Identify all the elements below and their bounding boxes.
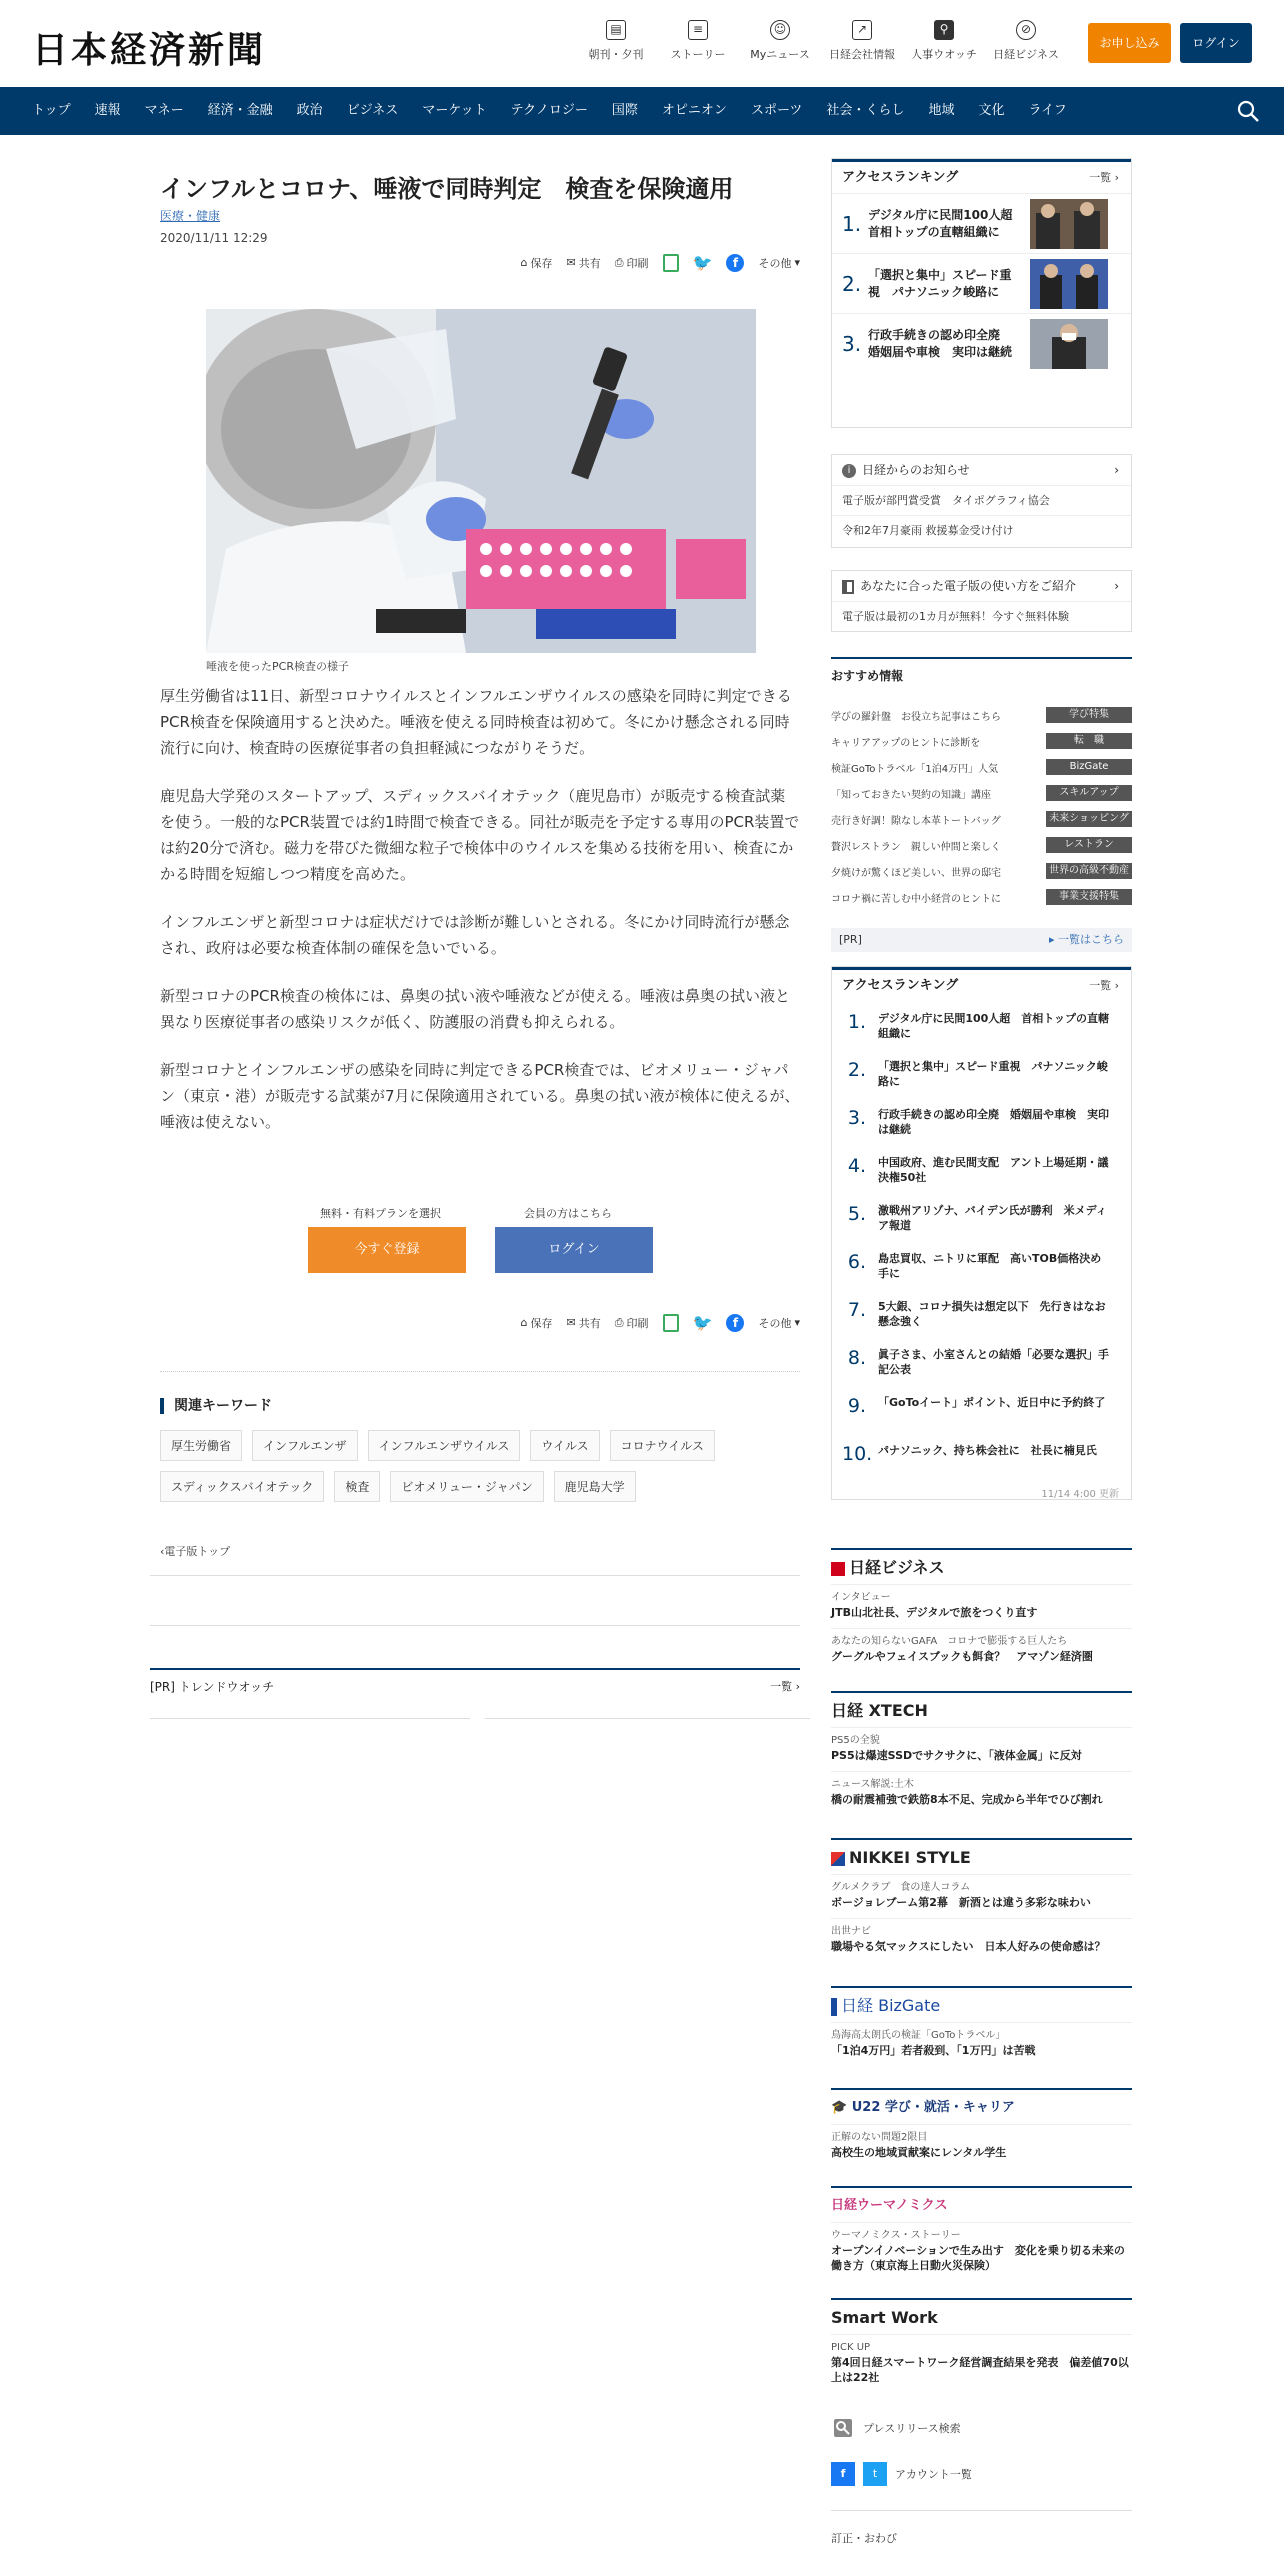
pr-bar: [831, 928, 1132, 952]
keyword-chip[interactable]: ビオメリュー・ジャパン: [390, 1471, 543, 1502]
compass-icon: ⊘: [1016, 20, 1036, 40]
mail-icon: ✉: [566, 1316, 576, 1329]
member-label: 会員の方はこちら: [524, 1207, 612, 1220]
chevron-right-icon: ›: [1114, 463, 1119, 477]
share-button[interactable]: ✉ 共有: [566, 1316, 601, 1330]
recommend-item[interactable]: 検証GoToトラベル「1泊4万円」人気 BizGate: [831, 754, 1132, 780]
nikkei-style-logo[interactable]: NIKKEI STYLE: [831, 1840, 1132, 1874]
ranking-item[interactable]: 7. 5大銀、コロナ損失は想定以下 先行きはなお懸念強く: [847, 1299, 1106, 1328]
recommend-item[interactable]: 学びの羅針盤 お役立ち記事はこちら 学び特集: [831, 702, 1132, 728]
media-item[interactable]: PS5の全貌 PS5は爆速SSDでサクサクに、「液体金属」に反対: [831, 1727, 1132, 1771]
media-xtech: [831, 1691, 1132, 1815]
caret-down-icon: ▾: [794, 256, 800, 269]
article-photo: [206, 309, 756, 653]
pr-trend-title: [PR] トレンドウオッチ: [150, 1680, 275, 1694]
media-nikkei-business: [831, 1548, 1132, 1672]
nav-item-breaking[interactable]: 速報: [94, 103, 121, 118]
newspaper-icon: ▤: [606, 20, 626, 40]
media-womanomics: [831, 2186, 1132, 2281]
keyword-chip[interactable]: 検査: [334, 1471, 380, 1502]
media-item[interactable]: ウーマノミクス・ストーリー オープンイノベーションで生み出す 変化を乗り切る未来の働き方（東京海上日動火災保険）: [831, 2222, 1132, 2281]
ranking-thumbnail: [1030, 199, 1108, 249]
nav-item-opinion[interactable]: オピニオン: [661, 103, 727, 118]
twitter-icon[interactable]: 🐦: [692, 253, 713, 272]
media-item[interactable]: インタビュー JTB山北社長、デジタルで旅をつくり直す: [831, 1584, 1132, 1628]
keyword-chip[interactable]: 厚生労働省: [160, 1430, 242, 1461]
nav-item-economy[interactable]: 経済・金融: [207, 103, 273, 118]
divider: [485, 1718, 810, 1719]
header-login-button[interactable]: ログイン: [1180, 23, 1252, 63]
recommend-item[interactable]: 夕焼けが驚くほど美しい、世界の邸宅 世界の高級不動産: [831, 858, 1132, 884]
related-keywords: [160, 1371, 800, 1502]
keyword-chip[interactable]: スディックスバイオテック: [160, 1471, 324, 1502]
nav-item-region[interactable]: 地域: [928, 103, 955, 118]
nav-item-international[interactable]: 国際: [611, 103, 638, 118]
access-ranking-top: [831, 158, 1132, 428]
media-smart-work: [831, 2298, 1132, 2393]
ranking-more-link[interactable]: 一覧 ›: [1089, 171, 1119, 184]
pr-label: [PR]: [839, 933, 862, 946]
u22-logo[interactable]: 🎓 U22 学び・就活・キャリア: [831, 2100, 1015, 2115]
twitter-icon: t: [863, 2462, 887, 2486]
share-toolbar-top: [521, 253, 800, 272]
nav-item-market[interactable]: マーケット: [422, 103, 487, 118]
recommend-item[interactable]: 贅沢レストラン 親しい仲間と楽しく レストラン: [831, 832, 1132, 858]
ranking-item[interactable]: 2. 「選択と集中」スピード重視 パナソニック峻路に: [832, 253, 1131, 313]
media-item[interactable]: ニュース解説:土木 橋の耐震補強で鉄筋8本不足、完成から半年でひび割れ: [831, 1771, 1132, 1815]
ranking-item[interactable]: 9. 「GoToイート」ポイント、近日中に予約終了: [847, 1395, 1106, 1417]
nav-item-sports[interactable]: スポーツ: [750, 103, 803, 118]
divider: [831, 2510, 1132, 2511]
womanomics-logo[interactable]: 日経ウーマノミクス: [831, 2198, 948, 2213]
bizgate-logo[interactable]: 日経 BizGate: [831, 1988, 1132, 2022]
paragraph: 鹿児島大学発のスタートアップ、スディックスバイオテック（鹿児島市）が販売する検査試薬を使う。一般的なPCR装置では約1時間で検査できる。同社が販売を予定する専用のPCR装置では約20分で済む。磁力を帯びた微細な粒子で検体中のウイルスを集める技術を用い、検査にかかる時間を短縮しつつ精度を高めた。: [160, 787, 800, 883]
divider: [150, 1718, 470, 1719]
printer-icon: ⎙: [614, 1315, 624, 1329]
ranking-thumbnail: [1030, 259, 1108, 309]
brand-mark-icon: [831, 1852, 845, 1866]
book-icon: [842, 580, 854, 594]
article-title: インフルとコロナ、唾液で同時判定 検査を保険適用: [160, 175, 734, 203]
keyword-chip[interactable]: ウイルス: [530, 1430, 599, 1461]
corrections-link[interactable]: 訂正・おわび: [831, 2532, 897, 2545]
share-more-button[interactable]: その他 ▾: [758, 1316, 800, 1330]
facebook-icon[interactable]: f: [726, 1314, 744, 1332]
header-nav: [575, 20, 1067, 62]
xtech-logo[interactable]: 日経 XTECH: [831, 1701, 928, 1720]
chart-icon: ↗: [852, 20, 872, 40]
nav-item-top[interactable]: トップ: [32, 103, 71, 118]
ranking-item[interactable]: 6. 島忠買収、ニトリに軍配 高いTOB価格決め手に: [847, 1251, 1102, 1280]
keyword-chip[interactable]: インフルエンザ: [252, 1430, 358, 1461]
article-body: [160, 683, 800, 1157]
access-ranking-full: [831, 966, 1132, 1500]
digital-clip-icon[interactable]: [663, 1314, 679, 1332]
nav-item-business[interactable]: ビジネス: [346, 103, 399, 118]
ranking-item[interactable]: 3. 行政手続きの認め印全廃 婚姻届や車検 実印は継続: [847, 1107, 1109, 1136]
keyword-list: [160, 1430, 780, 1502]
smart-work-logo[interactable]: Smart Work: [831, 2308, 938, 2327]
ranking-item[interactable]: 1. デジタル庁に民間100人超 首相トップの直轄組織に: [847, 1011, 1109, 1040]
photo-caption: 唾液を使ったPCR検査の様子: [206, 660, 349, 673]
nav-item-culture[interactable]: 文化: [978, 103, 1005, 118]
access-ranking-title: アクセスランキング: [842, 170, 959, 185]
media-item[interactable]: あなたの知らないGAFA コロナで膨張する巨人たち グーグルやフェイスブックも餌食？ アマゾン経済圏: [831, 1628, 1132, 1672]
media-bizgate: [831, 1986, 1132, 2066]
plan-label: 無料・有料プランを選択: [320, 1207, 441, 1220]
nav-item-politics[interactable]: 政治: [296, 103, 323, 118]
facebook-icon[interactable]: f: [726, 254, 744, 272]
ranking-item[interactable]: 8. 眞子さま、小室さんとの結婚「必要な選択」手記公表: [847, 1347, 1109, 1376]
ranking-item[interactable]: 4. 中国政府、進む民間支配 アント上場延期・議決権50社: [847, 1155, 1109, 1184]
nikkei-business-logo[interactable]: 日経ビジネス: [831, 1550, 1132, 1584]
brand-mark-icon: [831, 1562, 845, 1576]
keyword-chip[interactable]: コロナウイルス: [610, 1430, 715, 1461]
header-nav-mynews[interactable]: ☺ Myニュース: [750, 22, 810, 61]
ranking-item[interactable]: 5. 激戦州アリゾナ、バイデン氏が勝利 米メディア報道: [847, 1203, 1107, 1232]
category-link[interactable]: 医療・健康: [160, 209, 221, 223]
nav-item-technology[interactable]: テクノロジー: [510, 103, 588, 118]
nikkei-notice: [831, 454, 1132, 548]
pr-trend-more-link[interactable]: 一覧 ›: [770, 1680, 800, 1693]
ranking-item[interactable]: 10. パナソニック、持ち株会社に 社長に楠見氏: [842, 1443, 1097, 1465]
notice-item[interactable]: 令和2年7月豪雨 救援募金受け付け: [832, 515, 1131, 545]
accounts-link[interactable]: f t アカウント一覧: [831, 2462, 972, 2486]
caret-down-icon: ▾: [794, 1316, 800, 1329]
header-nav-company[interactable]: ↗ 日経会社情報: [829, 22, 895, 61]
guide-box: [831, 570, 1132, 632]
access-ranking-title: アクセスランキング: [842, 978, 959, 993]
story-icon: ≡: [688, 20, 708, 40]
press-release-icon: [831, 2416, 855, 2440]
recommend-title: おすすめ情報: [831, 657, 1132, 684]
share-more-button[interactable]: その他 ▾: [758, 256, 800, 270]
keywords-title: 関連キーワード: [160, 1398, 800, 1414]
media-item[interactable]: 出世ナビ 職場やる気マックスにしたい 日本人好みの使命感は？: [831, 1918, 1132, 1962]
site-logo[interactable]: 日本経済新聞: [32, 29, 267, 71]
search-person-icon: ⚲: [934, 20, 954, 40]
bookmark-icon: ⌂: [520, 256, 528, 269]
search-icon[interactable]: [1236, 99, 1260, 123]
recommend-list: [831, 702, 1132, 910]
main-navbar: [0, 87, 1284, 135]
paragraph: 厚生労働省は11日、新型コロナウイルスとインフルエンザウイルスの感染を同時に判定できるPCR検査を保険適用すると決めた。唾液を使える同時検査は初めて。冬にかけ懸念される同時流行に向け、検査時の医療従事者の負担軽減につながりそうだ。: [160, 687, 792, 757]
brand-mark-icon: [831, 1998, 837, 2016]
guide-header[interactable]: あなたに合った電子版の使い方をご紹介 ›: [832, 571, 1131, 601]
header-nav-jinji[interactable]: ⚲ 人事ウオッチ: [911, 22, 977, 61]
ranking-more-link[interactable]: 一覧 ›: [1089, 979, 1119, 992]
media-item[interactable]: 正解のない問題2限目 高校生の地域貢献案にレンタル学生: [831, 2124, 1132, 2168]
media-item[interactable]: PICK UP 第4回日経スマートワーク経営調査結果を発表 偏差値70以上は22社: [831, 2334, 1132, 2393]
recommend-item[interactable]: コロナ禍に苦しむ中小経営のヒントに 事業支援特集: [831, 884, 1132, 910]
ranking-updated: 11/14 4:00 更新: [1041, 1489, 1119, 1500]
header-nav-paper[interactable]: ▤ 朝刊・夕刊: [588, 22, 644, 61]
info-icon: i: [842, 464, 856, 478]
divider: [150, 1575, 800, 1576]
media-item[interactable]: 鳥海高太朗氏の検証「GoToトラベル」 「1泊4万円」若者殺到、「1万円」は苦戦: [831, 2022, 1132, 2066]
share-toolbar-bottom: [521, 1313, 800, 1332]
chevron-right-icon: ›: [1114, 579, 1119, 593]
paragraph: 新型コロナとインフルエンザの感染を同時に判定できるPCR検査では、ビオメリュー・ジャパン（東京・港）が販売する試薬が7月に保険適用されている。鼻奥の拭い液が検体に使えるが、唾液は使えない。: [160, 1061, 800, 1131]
media-u22: [831, 2088, 1132, 2168]
user-icon: ☺: [770, 20, 790, 40]
back-to-top-link[interactable]: ‹電子版トップ: [160, 1545, 231, 1558]
article-date: 2020/11/11 12:29: [160, 231, 268, 245]
keyword-chip[interactable]: インフルエンザウイルス: [368, 1430, 521, 1461]
site-header: [0, 0, 1284, 87]
paragraph: 新型コロナのPCR検査の検体には、鼻奥の拭い液や唾液などが使える。唾液は鼻奥の拭い液と異なり医療従事者の感染リスクが低く、防護服の消費も抑えられる。: [160, 987, 790, 1031]
recommend-item[interactable]: 売行き好調！隙なし本革トートバッグ 未来ショッピング: [831, 806, 1132, 832]
mail-icon: ✉: [566, 256, 576, 269]
notice-item[interactable]: 電子版が部門賞受賞 タイポグラフィ協会: [832, 485, 1131, 515]
ranking-thumbnail: [1030, 319, 1108, 369]
nav-item-life[interactable]: ライフ: [1028, 103, 1067, 118]
press-release-link[interactable]: プレスリリース検索: [831, 2416, 961, 2440]
media-item[interactable]: グルメクラブ 食の達人コラム ボージョレブーム第2幕 新酒とは違う多彩な味わい: [831, 1874, 1132, 1918]
digital-clip-icon[interactable]: [663, 254, 679, 272]
nav-item-money[interactable]: マネー: [144, 103, 184, 118]
facebook-icon: f: [831, 2462, 855, 2486]
media-nikkei-style: [831, 1838, 1132, 1962]
printer-icon: ⎙: [614, 255, 624, 269]
recommend-item[interactable]: キャリアアップのヒントに診断を 転 職: [831, 728, 1132, 754]
paragraph: インフルエンザと新型コロナは症状だけでは診断が難しいとされる。冬にかけ同時流行が懸念され、政府は必要な検査体制の確保を急いでいる。: [160, 913, 790, 957]
apply-button[interactable]: お申し込み: [1088, 23, 1171, 63]
save-button[interactable]: ⌂ 保存: [520, 1316, 553, 1330]
share-button[interactable]: ✉ 共有: [566, 256, 601, 270]
nav-item-society[interactable]: 社会・くらし: [826, 103, 905, 118]
ranking-item[interactable]: 1. デジタル庁に民間100人超 首相トップの直轄組織に: [832, 193, 1131, 253]
pr-more-link[interactable]: ▸ 一覧はこちら: [1048, 933, 1124, 946]
register-button[interactable]: 今すぐ登録: [308, 1227, 466, 1273]
header-nav-story[interactable]: ≡ ストーリー: [670, 22, 726, 61]
login-button[interactable]: ログイン: [495, 1227, 653, 1273]
divider: [150, 1625, 800, 1626]
print-button[interactable]: ⎙ 印刷: [614, 1315, 649, 1330]
header-nav-business[interactable]: ⊘ 日経ビジネス: [993, 22, 1059, 61]
notice-header[interactable]: i 日経からのお知らせ ›: [832, 455, 1131, 485]
graduation-cap-icon: 🎓: [831, 2100, 852, 2115]
ranking-item[interactable]: 3. 行政手続きの認め印全廃 婚姻届や車検 実印は継続: [832, 313, 1131, 373]
twitter-icon[interactable]: 🐦: [692, 1313, 713, 1332]
pr-trend-watch: [150, 1668, 800, 1695]
keyword-chip[interactable]: 鹿児島大学: [554, 1471, 636, 1502]
recommend-item[interactable]: 「知っておきたい契約の知識」講座 スキルアップ: [831, 780, 1132, 806]
guide-text[interactable]: 電子版は最初の1カ月が無料！今すぐ無料体験: [832, 601, 1131, 631]
bookmark-icon: ⌂: [520, 1316, 528, 1329]
save-button[interactable]: ⌂ 保存: [520, 256, 553, 270]
print-button[interactable]: ⎙ 印刷: [614, 255, 649, 270]
ranking-item[interactable]: 2. 「選択と集中」スピード重視 パナソニック峻路に: [847, 1059, 1108, 1088]
chevron-left-icon: ‹: [160, 1545, 165, 1558]
